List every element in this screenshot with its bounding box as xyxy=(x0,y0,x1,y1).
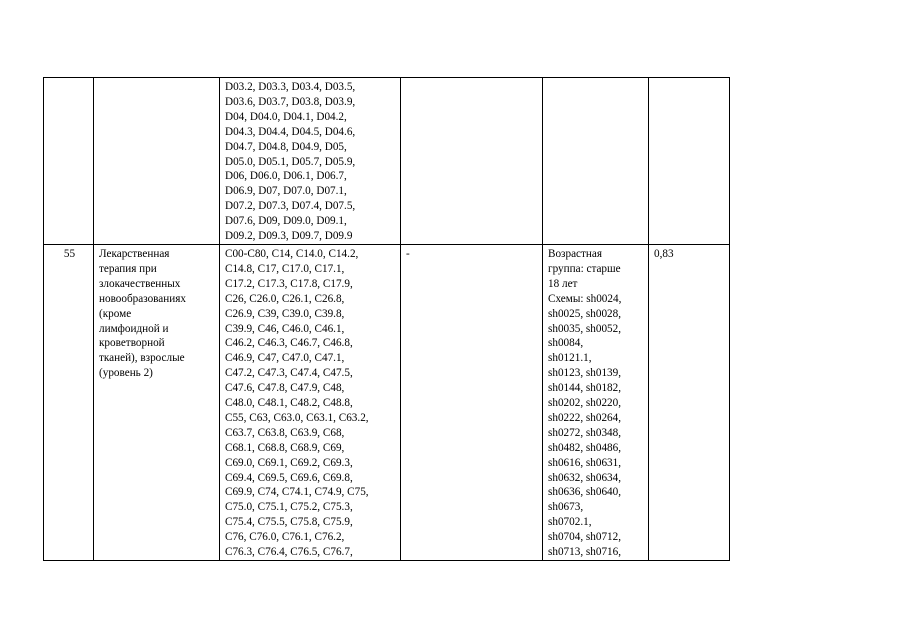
text-line: sh0084, xyxy=(548,337,584,350)
text-line: C26.9, C39, C39.0, C39.8, xyxy=(225,307,345,320)
text-line: (кроме xyxy=(99,307,132,320)
text-line: D03.6, D03.7, D03.8, D03.9, xyxy=(225,95,356,108)
service-codes-cell xyxy=(401,78,543,245)
text-line: C47.2, C47.3, C47.4, C47.5, xyxy=(225,367,353,380)
text-line: sh0632, sh0634, xyxy=(548,471,622,484)
text-line: D03.2, D03.3, D03.4, D03.5, xyxy=(225,81,356,93)
text-line: C75.4, C75.5, C75.8, C75.9, xyxy=(225,516,353,529)
text-line: C47.6, C47.8, C47.9, C48, xyxy=(225,382,345,395)
text-line: Лекарственная xyxy=(99,247,170,260)
text-line: Возрастная xyxy=(548,247,602,260)
text-line: терапия при xyxy=(99,262,157,275)
text-line: C00-C80, C14, C14.0, C14.2, xyxy=(225,247,359,260)
criteria-lines xyxy=(548,247,645,560)
text-line: D05.0, D05.1, D05.7, D05.9, xyxy=(225,155,356,168)
text-line: D04.7, D04.8, D04.9, D05, xyxy=(225,140,347,153)
text-line: sh0636, sh0640, xyxy=(548,486,622,499)
group-name-cell xyxy=(94,78,220,245)
text-line: D04.3, D04.4, D04.5, D04.6, xyxy=(225,125,356,138)
text-line: C46.9, C47, C47.0, C47.1, xyxy=(225,352,345,365)
coefficient-cell xyxy=(649,78,730,245)
text-line: C26, C26.0, C26.1, C26.8, xyxy=(225,292,345,305)
text-line: D06, D06.0, D06.1, D06.7, xyxy=(225,170,347,183)
text-line: C69.9, C74, C74.1, C74.9, C75, xyxy=(225,486,369,499)
text-line: C39.9, C46, C46.0, C46.1, xyxy=(225,322,345,335)
text-line: злокачественных xyxy=(99,277,181,290)
criteria-cell xyxy=(543,78,649,245)
diagnosis-codes-cell xyxy=(220,244,401,560)
table-row xyxy=(44,244,730,560)
tariff-table xyxy=(43,77,730,561)
text-line: C14.8, C17, C17.0, C17.1, xyxy=(225,262,345,275)
text-line: 18 лет xyxy=(548,277,578,290)
service-codes-cell: - xyxy=(401,244,543,560)
text-line: sh0704, sh0712, xyxy=(548,531,622,544)
text-line: C69.4, C69.5, C69.6, C69.8, xyxy=(225,471,353,484)
text-line: тканей), взрослые xyxy=(99,352,185,365)
diagnosis-codes-cell xyxy=(220,78,401,245)
text-line: C76.3, C76.4, C76.5, C76.7, xyxy=(225,546,353,559)
text-line: sh0702.1, xyxy=(548,516,592,529)
text-line: sh0222, sh0264, xyxy=(548,411,622,424)
group-name-cell xyxy=(94,244,220,560)
text-line: C55, C63, C63.0, C63.1, C63.2, xyxy=(225,411,369,424)
text-line: C46.2, C46.3, C46.7, C46.8, xyxy=(225,337,353,350)
diagnosis-codes-lines xyxy=(225,247,397,560)
text-line: sh0025, sh0028, xyxy=(548,307,622,320)
coefficient-cell: 0,83 xyxy=(649,244,730,560)
criteria-cell xyxy=(543,244,649,560)
group-name-lines xyxy=(99,247,216,381)
text-line: D07.2, D07.3, D07.4, D07.5, xyxy=(225,200,356,213)
row-number-cell xyxy=(44,78,94,245)
text-line: C48.0, C48.1, C48.2, C48.8, xyxy=(225,397,353,410)
text-line: D09.2, D09.3, D09.7, D09.9 xyxy=(225,230,353,243)
text-line: новообразованиях xyxy=(99,292,186,305)
text-line: (уровень 2) xyxy=(99,367,153,380)
text-line: sh0713, sh0716, xyxy=(548,546,622,559)
text-line: sh0482, sh0486, xyxy=(548,441,622,454)
text-line: лимфоидной и xyxy=(99,322,169,335)
text-line: C17.2, C17.3, C17.8, C17.9, xyxy=(225,277,353,290)
text-line: sh0035, sh0052, xyxy=(548,322,622,335)
table-row xyxy=(44,78,730,245)
text-line: C75.0, C75.1, C75.2, C75.3, xyxy=(225,501,353,514)
text-line: sh0272, sh0348, xyxy=(548,426,622,439)
diagnosis-codes-lines xyxy=(225,80,397,244)
text-line: C68.1, C68.8, C68.9, C69, xyxy=(225,441,345,454)
text-line: sh0121.1, xyxy=(548,352,592,365)
text-line: D07.6, D09, D09.0, D09.1, xyxy=(225,215,347,228)
text-line: C69.0, C69.1, C69.2, C69.3, xyxy=(225,456,353,469)
text-line: sh0673, xyxy=(548,501,584,514)
text-line: D06.9, D07, D07.0, D07.1, xyxy=(225,185,347,198)
row-number-cell: 55 xyxy=(44,244,94,560)
text-line: sh0144, sh0182, xyxy=(548,382,622,395)
text-line: C63.7, C63.8, C63.9, C68, xyxy=(225,426,345,439)
text-line: D04, D04.0, D04.1, D04.2, xyxy=(225,110,347,123)
text-line: sh0123, sh0139, xyxy=(548,367,622,380)
text-line: Схемы: sh0024, xyxy=(548,292,622,305)
text-line: группа: старше xyxy=(548,262,621,275)
text-line: sh0202, sh0220, xyxy=(548,397,622,410)
text-line: C76, C76.0, C76.1, C76.2, xyxy=(225,531,345,544)
text-line: кроветворной xyxy=(99,337,165,350)
text-line: sh0616, sh0631, xyxy=(548,456,622,469)
